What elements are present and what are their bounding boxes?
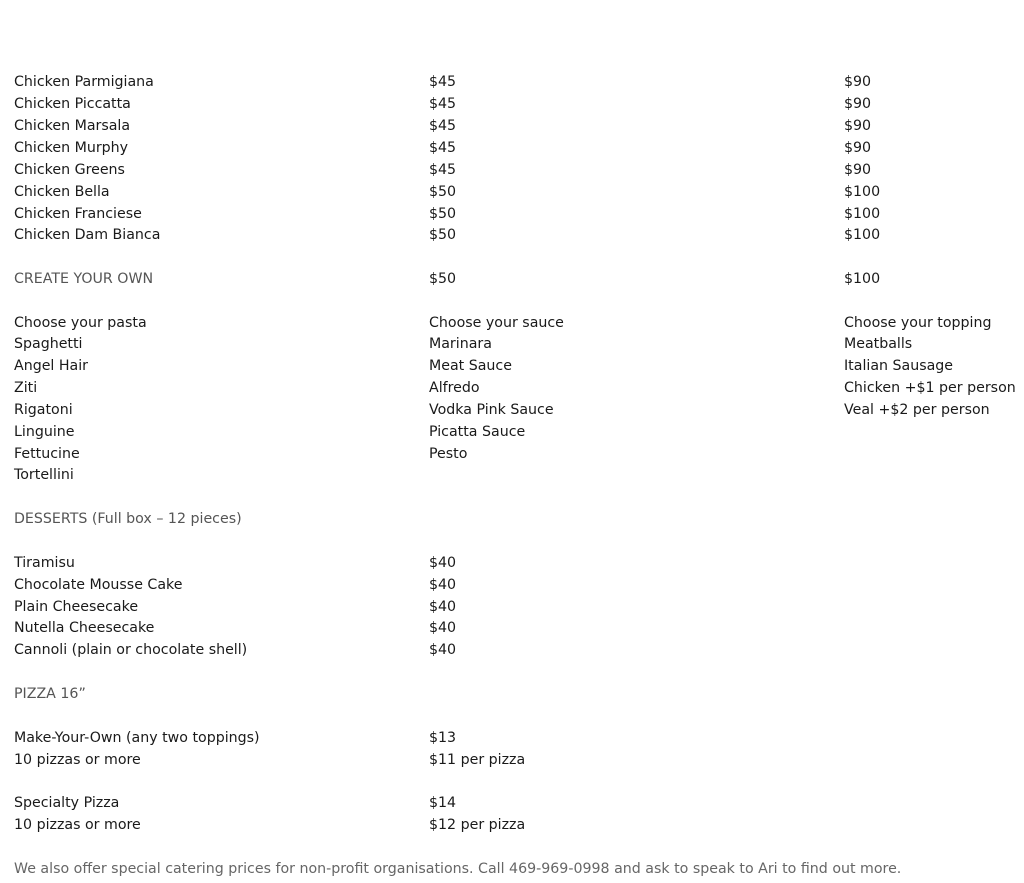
full-tray-price: $100 [844,184,881,200]
half-tray-price: $45 [429,140,457,156]
full-tray-price: $90 [844,162,872,178]
half-tray-price: $50 [429,227,457,243]
item-name: Make-Your-Own (any two toppings) [14,730,260,746]
sauce-option: Pesto [429,446,468,462]
section-heading: DESSERTS (Full box – 12 pieces) [14,511,242,527]
pizza-heading-row [0,683,1024,705]
item-price: $40 [429,620,457,636]
sauce-option: Vodka Pink Sauce [429,402,554,418]
dessert-row [0,639,1024,661]
pasta-option: Tortellini [14,467,74,483]
item-name: Chicken Greens [14,162,125,178]
full-tray-price: $100 [844,271,881,287]
item-name: Specialty Pizza [14,795,120,811]
item-price: $13 [429,730,457,746]
item-name: Plain Cheesecake [14,599,139,615]
item-name: Chicken Marsala [14,118,131,134]
topping-option: Meatballs [844,336,913,352]
pasta-header: Choose your pasta [14,315,147,331]
options-row [0,464,1024,486]
full-tray-price: $90 [844,96,872,112]
pasta-option: Angel Hair [14,358,89,374]
full-tray-price: $90 [844,74,872,90]
item-price: $12 per pizza [429,817,526,833]
dessert-row [0,617,1024,639]
dessert-row [0,596,1024,618]
half-tray-price: $45 [429,162,457,178]
options-row [0,355,1024,377]
sauce-option: Picatta Sauce [429,424,526,440]
half-tray-price: $50 [429,271,457,287]
sauce-option: Meat Sauce [429,358,512,374]
item-price: $40 [429,642,457,658]
menu-item-row [0,159,1024,181]
item-name: 10 pizzas or more [14,817,141,833]
options-row [0,399,1024,421]
full-tray-price: $90 [844,140,872,156]
menu-item-row [0,203,1024,225]
desserts-heading-row [0,508,1024,530]
pizza-row [0,814,1024,836]
sauce-header: Choose your sauce [429,315,564,331]
create-your-own-row [0,268,1024,290]
pizza-row [0,792,1024,814]
item-name: 10 pizzas or more [14,752,141,768]
full-tray-price: $100 [844,227,881,243]
full-tray-price: $100 [844,206,881,222]
menu-item-row [0,181,1024,203]
pasta-option: Linguine [14,424,75,440]
pasta-option: Spaghetti [14,336,83,352]
half-tray-price: $45 [429,74,457,90]
item-price: $40 [429,577,457,593]
item-name: Nutella Cheesecake [14,620,155,636]
item-price: $40 [429,599,457,615]
menu-item-row [0,71,1024,93]
item-name: Chicken Bella [14,184,110,200]
half-tray-price: $50 [429,184,457,200]
options-row [0,443,1024,465]
topping-header: Choose your topping [844,315,992,331]
pizza-row [0,749,1024,771]
section-heading: CREATE YOUR OWN [14,271,154,287]
options-row [0,421,1024,443]
item-name: Chicken Parmigiana [14,74,154,90]
half-tray-price: $45 [429,118,457,134]
item-name: Chocolate Mousse Cake [14,577,183,593]
item-name: Chicken Murphy [14,140,129,156]
item-name: Chicken Dam Bianca [14,227,161,243]
item-price: $11 per pizza [429,752,526,768]
menu-item-row [0,137,1024,159]
item-price: $40 [429,555,457,571]
item-price: $14 [429,795,457,811]
dessert-row [0,574,1024,596]
menu-item-row [0,93,1024,115]
options-row [0,377,1024,399]
full-tray-price: $90 [844,118,872,134]
half-tray-price: $45 [429,96,457,112]
item-name: Tiramisu [14,555,75,571]
item-name: Cannoli (plain or chocolate shell) [14,642,248,658]
topping-option: Chicken +$1 per person [844,380,1016,396]
sauce-option: Marinara [429,336,492,352]
sauce-option: Alfredo [429,380,480,396]
dessert-row [0,552,1024,574]
menu-item-row [0,115,1024,137]
pasta-option: Rigatoni [14,402,73,418]
options-row [0,333,1024,355]
pizza-row [0,727,1024,749]
topping-option: Italian Sausage [844,358,954,374]
half-tray-price: $50 [429,206,457,222]
footer-row [0,858,1024,880]
footer-note: We also offer special catering prices for non-profit organisations. Call 469-969-0998 and ask to speak to Ari to find out more. [14,861,902,877]
pasta-option: Ziti [14,380,38,396]
item-name: Chicken Piccatta [14,96,131,112]
pasta-option: Fettucine [14,446,80,462]
section-heading: PIZZA 16” [14,686,86,702]
topping-option: Veal +$2 per person [844,402,990,418]
options-header-row [0,312,1024,334]
item-name: Chicken Franciese [14,206,142,222]
menu-item-row [0,224,1024,246]
